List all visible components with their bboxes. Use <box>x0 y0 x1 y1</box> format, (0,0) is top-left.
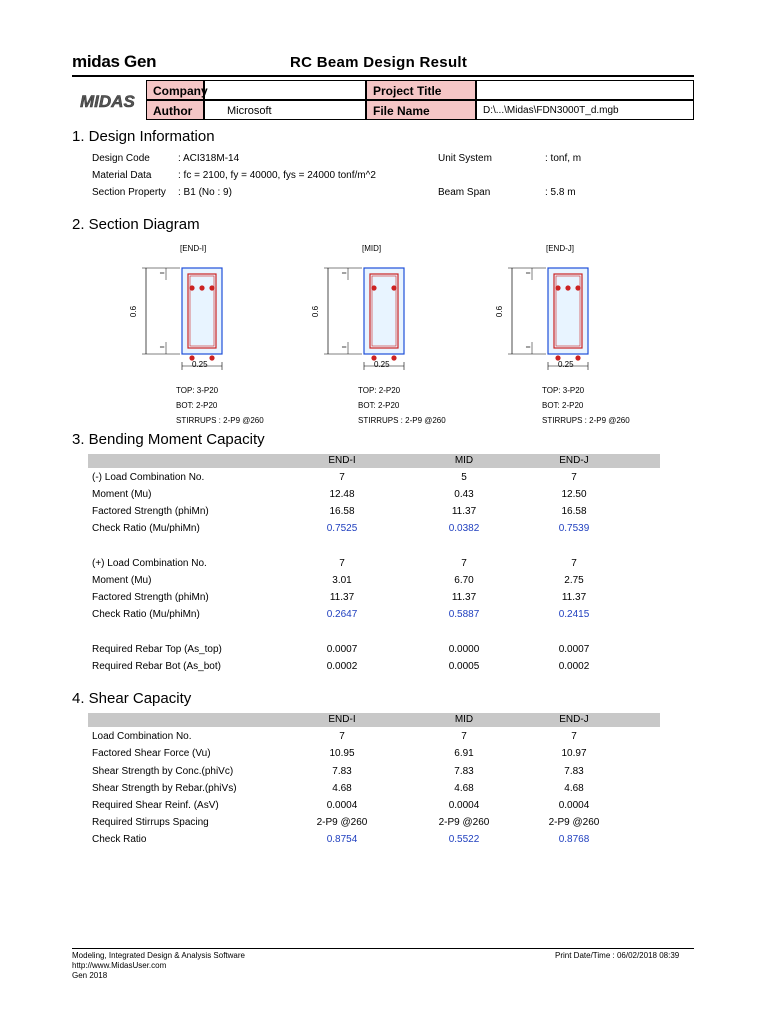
top-rebar-label: TOP: 3-P20 <box>176 386 219 395</box>
section-property-value: : B1 (No : 9) <box>178 187 232 198</box>
cell-value: 0.0382 <box>448 523 480 534</box>
cell-value: 0.0000 <box>448 644 480 655</box>
cell-value: 7 <box>339 472 345 483</box>
midas-logo <box>72 76 146 120</box>
section-property-label: Section Property <box>92 187 166 198</box>
cell-value: 0.2647 <box>326 609 358 620</box>
cell-value: 0.5887 <box>448 609 480 620</box>
row-label: Required Stirrups Spacing <box>92 817 209 828</box>
svg-text:═: ═ <box>160 271 165 277</box>
stirrups-label: STIRRUPS : 2-P9 @260 <box>542 416 630 425</box>
stirrups-label: STIRRUPS : 2-P9 @260 <box>358 416 446 425</box>
design-code-value: : ACI318M-14 <box>178 153 240 164</box>
cell-value: 7 <box>339 558 345 569</box>
footer-tagline: Modeling, Integrated Design & Analysis Software <box>72 951 245 960</box>
column-header: END-J <box>559 714 589 725</box>
cell-value: 0.0002 <box>558 661 590 672</box>
row-label: Factored Strength (phiMn) <box>92 592 209 603</box>
cell-value: 0.0007 <box>326 644 358 655</box>
cell-value: 7 <box>571 472 577 483</box>
cell-value: 0.8768 <box>558 834 590 845</box>
cell-value: 0.0005 <box>448 661 480 672</box>
cell-value: 7.83 <box>564 766 584 777</box>
row-label: Shear Strength by Rebar.(phiVs) <box>92 783 237 794</box>
row-label: Check Ratio (Mu/phiMn) <box>92 609 200 620</box>
stirrups-label: STIRRUPS : 2-P9 @260 <box>176 416 264 425</box>
cell-value: 7 <box>461 731 467 742</box>
column-header: MID <box>454 455 474 466</box>
cell-value: 2-P9 @260 <box>548 817 600 828</box>
section-diagram-heading: 2. Section Diagram <box>72 216 200 233</box>
section-height-label: 0.6 <box>495 305 505 318</box>
project-title-label: Project Title <box>366 80 476 100</box>
row-label: (+) Load Combination No. <box>92 558 207 569</box>
cell-value: 0.0002 <box>326 661 358 672</box>
cell-value: 0.2415 <box>558 609 590 620</box>
unit-system-value: : tonf, m <box>545 153 582 164</box>
author-value: Microsoft <box>204 100 366 120</box>
beam-span-label: Beam Span <box>438 187 491 198</box>
svg-text:═: ═ <box>160 345 165 351</box>
svg-text:═: ═ <box>526 345 531 351</box>
row-label: Required Shear Reinf. (AsV) <box>92 800 219 811</box>
unit-system-label: Unit System <box>438 153 492 164</box>
cell-value: 6.91 <box>454 748 474 759</box>
cell-value: 11.37 <box>451 592 477 603</box>
cell-value: 7 <box>571 731 577 742</box>
row-label: (-) Load Combination No. <box>92 472 205 483</box>
section-label: [END-I] <box>180 244 207 253</box>
author-label: Author <box>146 100 204 120</box>
cell-value: 11.37 <box>329 592 355 603</box>
cell-value: 7.83 <box>454 766 474 777</box>
project-title-value <box>476 80 694 100</box>
row-label: Load Combination No. <box>92 731 192 742</box>
design-info-heading: 1. Design Information <box>72 128 215 145</box>
row-label: Required Rebar Bot (As_bot) <box>92 661 221 672</box>
cell-value: 0.0004 <box>326 800 358 811</box>
cell-value: 0.8754 <box>326 834 358 845</box>
cell-value: 0.7525 <box>326 523 358 534</box>
footer-url: http://www.MidasUser.com <box>72 961 167 970</box>
cell-value: 12.50 <box>561 489 587 500</box>
cell-value: 0.0004 <box>448 800 480 811</box>
top-rebar-label: TOP: 3-P20 <box>542 386 585 395</box>
cell-value: 5 <box>461 472 467 483</box>
bottom-rebar-label: BOT: 2-P20 <box>542 401 584 410</box>
design-code-label: Design Code <box>92 153 150 164</box>
cell-value: 7.83 <box>332 766 352 777</box>
cell-value: 4.68 <box>332 783 352 794</box>
cell-value: 16.58 <box>561 506 587 517</box>
cell-value: 7 <box>571 558 577 569</box>
column-header: END-I <box>328 455 356 466</box>
svg-text:═: ═ <box>342 345 347 351</box>
bottom-rebar-label: BOT: 2-P20 <box>358 401 400 410</box>
cell-value: 11.37 <box>561 592 587 603</box>
cell-value: 3.01 <box>332 575 352 586</box>
material-value: : fc = 2100, fy = 40000, fys = 24000 tonf/m^2 <box>178 170 376 181</box>
cell-value: 12.48 <box>329 489 355 500</box>
row-label: Check Ratio (Mu/phiMn) <box>92 523 200 534</box>
column-header: END-J <box>559 455 589 466</box>
top-rebar-label: TOP: 2-P20 <box>358 386 401 395</box>
cell-value: 0.7539 <box>558 523 590 534</box>
cell-value: 11.37 <box>451 506 477 517</box>
file-name-label: File Name <box>366 100 476 120</box>
row-label: Factored Strength (phiMn) <box>92 506 209 517</box>
cell-value: 4.68 <box>564 783 584 794</box>
file-name-value: D:\...\Midas\FDN3000T_d.mgb <box>476 100 694 120</box>
cell-value: 2.75 <box>564 575 584 586</box>
svg-text:═: ═ <box>342 271 347 277</box>
cell-value: 2-P9 @260 <box>316 817 368 828</box>
cell-value: 0.43 <box>454 489 474 500</box>
cell-value: 16.58 <box>329 506 355 517</box>
section-width-label: 0.25 <box>558 360 574 369</box>
cell-value: 10.97 <box>561 748 587 759</box>
footer-rule <box>72 948 694 949</box>
cell-value: 6.70 <box>454 575 474 586</box>
row-label: Shear Strength by Conc.(phiVc) <box>92 766 234 777</box>
bending-heading: 3. Bending Moment Capacity <box>72 431 265 448</box>
cell-value: 10.95 <box>329 748 355 759</box>
svg-text:═: ═ <box>526 271 531 277</box>
section-height-label: 0.6 <box>311 305 321 318</box>
row-label: Check Ratio <box>92 834 147 845</box>
row-label: Moment (Mu) <box>92 575 152 586</box>
company-value <box>204 80 366 100</box>
column-header: MID <box>454 714 474 725</box>
bottom-rebar-label: BOT: 2-P20 <box>176 401 218 410</box>
svg-text:MIDAS: MIDAS <box>80 92 135 111</box>
header-rule <box>72 75 694 77</box>
cell-value: 0.0004 <box>558 800 590 811</box>
footer-version: Gen 2018 <box>72 971 108 980</box>
cell-value: 0.0007 <box>558 644 590 655</box>
beam-span-value: : 5.8 m <box>545 187 576 198</box>
section-height-label: 0.6 <box>129 305 139 318</box>
section-label: [END-J] <box>546 244 574 253</box>
row-label: Required Rebar Top (As_top) <box>92 644 222 655</box>
cell-value: 4.68 <box>454 783 474 794</box>
print-datetime: Print Date/Time : 06/02/2018 08:39 <box>555 951 680 960</box>
column-header: END-I <box>328 714 356 725</box>
cell-value: 0.5522 <box>448 834 480 845</box>
app-name: midas Gen <box>72 52 157 71</box>
cell-value: 7 <box>339 731 345 742</box>
shear-heading: 4. Shear Capacity <box>72 690 192 707</box>
cell-value: 2-P9 @260 <box>438 817 490 828</box>
row-label: Factored Shear Force (Vu) <box>92 748 211 759</box>
material-label: Material Data <box>92 170 152 181</box>
company-label: Company <box>146 80 204 100</box>
section-width-label: 0.25 <box>374 360 390 369</box>
cell-value: 7 <box>461 558 467 569</box>
document-title: RC Beam Design Result <box>290 54 468 71</box>
section-width-label: 0.25 <box>192 360 208 369</box>
section-label: [MID] <box>362 244 382 253</box>
row-label: Moment (Mu) <box>92 489 152 500</box>
